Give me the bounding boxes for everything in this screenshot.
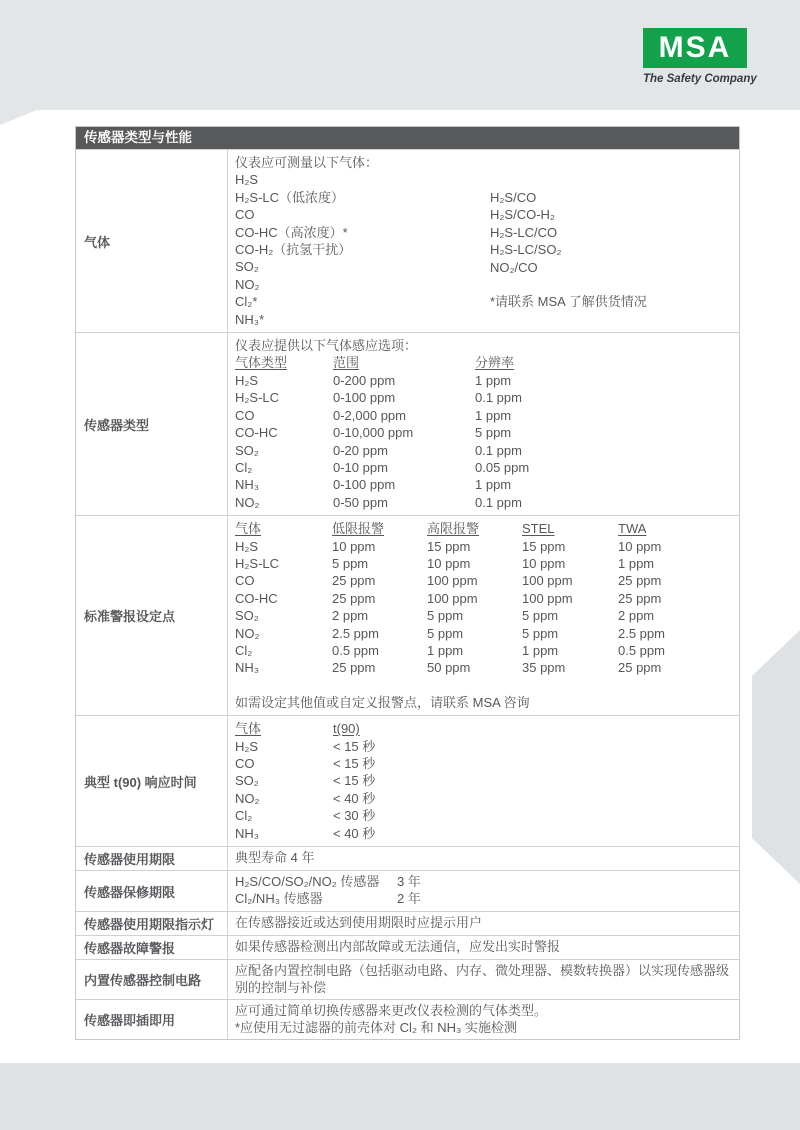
row-label-alarm-setpoints — [76, 516, 228, 715]
row-content-life-indicator — [228, 912, 739, 935]
warranty-years: 3 年 — [397, 874, 421, 890]
alarm-row — [235, 659, 731, 676]
gases-single-list — [235, 171, 731, 328]
gas-name: CO — [235, 756, 255, 771]
stel-value: 10 ppm — [522, 555, 566, 571]
row-content-t90 — [228, 716, 739, 846]
right-edge-chevron-decoration — [752, 630, 800, 884]
gas-combo-item: H₂S-LC/SO₂ — [490, 242, 562, 258]
row-label-text: 传感器使用期限指示灯 — [84, 917, 215, 933]
gas-name: CO-HC — [235, 590, 278, 606]
low-alarm-value: 10 ppm — [332, 538, 376, 554]
gas-item: Cl₂* — [235, 294, 258, 310]
high-alarm-value: 10 ppm — [427, 555, 471, 571]
alarm-row — [235, 572, 731, 589]
low-alarm-value: 25 ppm — [332, 660, 376, 676]
msa-logo-tagline: The Safety Company — [643, 73, 757, 85]
range-value: 0-100 ppm — [333, 477, 396, 493]
row-label-text: 传感器保修期限 — [84, 884, 176, 900]
gas-item: H₂S-LC（低浓度） — [235, 189, 345, 205]
range-value: 0-100 ppm — [333, 390, 396, 406]
high-alarm-value: 100 ppm — [427, 590, 478, 606]
row-label-text: 气体 — [84, 234, 111, 250]
row-label-sensor-types — [76, 333, 228, 515]
low-alarm-value: 5 ppm — [332, 555, 369, 571]
t90-value: < 15 秒 — [333, 738, 376, 754]
twa-value: 0.5 ppm — [618, 642, 665, 658]
gas-name: Cl₂ — [235, 459, 253, 475]
resolution-value: 1 ppm — [475, 372, 512, 388]
gas-item: CO-HC（高浓度）* — [235, 224, 348, 240]
stel-value: 5 ppm — [522, 625, 559, 641]
sensor-type-row — [235, 424, 731, 441]
row-plug-play — [76, 999, 739, 1039]
gas-name: NH₃ — [235, 477, 260, 493]
twa-value: 25 ppm — [618, 573, 662, 589]
t90-header-row — [235, 720, 731, 737]
gas-name: NH₃ — [235, 825, 260, 841]
row-content-plug-play — [228, 1000, 739, 1039]
gas-name: NO₂ — [235, 494, 260, 510]
column-header: 气体类型 — [235, 355, 288, 371]
bottom-gray-band — [0, 1063, 800, 1130]
gas-item: NH₃* — [235, 311, 265, 327]
gas-item: CO-H₂（抗氢干扰） — [235, 242, 352, 258]
range-value: 0-200 ppm — [333, 372, 396, 388]
row-label-text: 传感器即插即用 — [84, 1013, 176, 1029]
gases-intro: 仪表应可测量以下气体： — [235, 155, 379, 170]
life-indicator-text: 在传感器接近或达到使用期限时应提示用户 — [235, 915, 483, 931]
stel-value: 15 ppm — [522, 538, 566, 554]
t90-row — [235, 825, 731, 842]
row-sensor-types — [76, 332, 739, 515]
alarm-row — [235, 625, 731, 642]
high-alarm-value: 15 ppm — [427, 538, 471, 554]
t90-value: < 15 秒 — [333, 773, 376, 789]
gas-combo-item: H₂S-LC/CO — [490, 224, 558, 240]
row-label-control-circuit — [76, 960, 228, 999]
resolution-value: 5 ppm — [475, 425, 512, 441]
stel-value: 35 ppm — [522, 660, 566, 676]
gas-name: H₂S-LC — [235, 555, 280, 571]
warranty-years: 2 年 — [397, 890, 421, 906]
row-service-life — [76, 846, 739, 870]
stel-value: 100 ppm — [522, 590, 573, 606]
column-header: 分辨率 — [475, 355, 515, 371]
high-alarm-value: 100 ppm — [427, 573, 478, 589]
gas-name: CO — [235, 573, 255, 589]
gas-name: NH₃ — [235, 660, 260, 676]
alarm-row — [235, 607, 731, 624]
column-header: 气体 — [235, 721, 262, 737]
row-label-t90 — [76, 716, 228, 846]
column-header: 高限报警 — [427, 521, 480, 537]
plug-play-line: 应可通过简单切换传感器来更改仪表检测的气体类型。 — [235, 1003, 548, 1019]
gas-name: SO₂ — [235, 442, 259, 458]
plug-play-footnote: *应使用无过滤器的前壳体对 Cl₂ 和 NH₃ 实施检测 — [235, 1019, 517, 1035]
gas-name: SO₂ — [235, 608, 259, 624]
gas-name: H₂S — [235, 538, 259, 554]
sensor-type-row — [235, 389, 731, 406]
low-alarm-value: 2 ppm — [332, 608, 369, 624]
high-alarm-value: 5 ppm — [427, 608, 464, 624]
row-t90 — [76, 715, 739, 846]
msa-logo — [643, 28, 755, 85]
row-content-sensor-types — [228, 333, 739, 515]
sensor-type-row — [235, 494, 731, 511]
gas-item: H₂S — [235, 172, 259, 188]
service-life-text: 典型寿命 4 年 — [235, 850, 315, 866]
sensor-group-name: H₂S/CO/SO₂/NO₂ 传感器 — [235, 874, 380, 890]
low-alarm-value: 25 ppm — [332, 590, 376, 606]
row-label-text: 标准警报设定点 — [84, 609, 176, 625]
gas-name: NO₂ — [235, 625, 260, 641]
warranty-line — [235, 874, 731, 891]
gases-availability-note: *请联系 MSA 了解供货情况 — [490, 294, 647, 310]
warranty-line — [235, 891, 731, 908]
resolution-value: 0.1 ppm — [475, 442, 522, 458]
row-label-gases — [76, 150, 228, 332]
gas-combo-item: H₂S/CO — [490, 190, 537, 205]
stel-value: 1 ppm — [522, 642, 559, 658]
t90-row — [235, 755, 731, 772]
resolution-value: 0.1 ppm — [475, 494, 522, 510]
resolution-value: 0.1 ppm — [475, 390, 522, 406]
row-label-text: 传感器使用期限 — [84, 852, 176, 868]
t90-value: < 40 秒 — [333, 825, 376, 841]
alarm-row — [235, 555, 731, 572]
t90-value: < 15 秒 — [333, 756, 376, 771]
gas-name: H₂S — [235, 738, 259, 754]
row-life-indicator — [76, 911, 739, 935]
resolution-value: 1 ppm — [475, 477, 512, 493]
twa-value: 2 ppm — [618, 608, 655, 624]
twa-value: 25 ppm — [618, 590, 662, 606]
row-label-text: 传感器类型 — [84, 417, 150, 433]
twa-value: 10 ppm — [618, 538, 662, 554]
sensor-type-row — [235, 407, 731, 424]
t90-rows — [235, 738, 731, 842]
column-header: TWA — [618, 521, 647, 537]
alarm-row — [235, 642, 731, 659]
row-label-warranty — [76, 871, 228, 911]
gases-combo-column — [490, 189, 647, 310]
row-label-fault-alarm — [76, 936, 228, 959]
sensor-types-intro: 仪表应提供以下气体感应选项： — [235, 338, 418, 354]
column-header: 范围 — [333, 355, 360, 371]
alarm-header-row — [235, 520, 731, 537]
fault-alarm-text: 如果传感器检测出内部故障或无法通信，应发出实时警报 — [235, 939, 561, 955]
row-label-plug-play — [76, 1000, 228, 1039]
row-content-warranty — [228, 871, 739, 911]
row-alarm-setpoints — [76, 515, 739, 715]
gas-name: CO-HC — [235, 425, 278, 441]
stel-value: 5 ppm — [522, 608, 559, 624]
low-alarm-value: 25 ppm — [332, 573, 376, 589]
column-header: 气体 — [235, 521, 262, 537]
row-control-circuit — [76, 959, 739, 999]
row-content-fault-alarm — [228, 936, 739, 959]
high-alarm-value: 5 ppm — [427, 625, 464, 641]
range-value: 0-50 ppm — [333, 494, 388, 510]
gas-name: SO₂ — [235, 773, 259, 789]
warranty-lines — [235, 874, 731, 907]
low-alarm-value: 2.5 ppm — [332, 625, 379, 641]
spec-table — [75, 126, 740, 1040]
sensor-type-row — [235, 442, 731, 459]
gas-name: H₂S — [235, 372, 259, 388]
column-header: t(90) — [333, 721, 360, 737]
gas-name: CO — [235, 407, 255, 423]
twa-value: 1 ppm — [618, 555, 655, 571]
t90-value: < 30 秒 — [333, 808, 376, 824]
column-header: 低限报警 — [332, 521, 385, 537]
gas-combo-item: NO₂/CO — [490, 259, 538, 275]
resolution-value: 1 ppm — [475, 407, 512, 423]
sensor-types-header-row — [235, 354, 731, 371]
row-content-gases — [228, 150, 739, 332]
row-fault-alarm — [76, 935, 739, 959]
t90-row — [235, 807, 731, 824]
sensor-type-row — [235, 372, 731, 389]
row-content-service-life — [228, 847, 739, 870]
twa-value: 25 ppm — [618, 660, 662, 676]
table-title-bar: 传感器类型与性能 — [76, 127, 739, 149]
sensor-type-row — [235, 476, 731, 493]
gas-name: Cl₂ — [235, 642, 253, 658]
gas-item: SO₂ — [235, 259, 259, 275]
stel-value: 100 ppm — [522, 573, 573, 589]
gas-combo-item: H₂S/CO-H₂ — [490, 207, 555, 223]
t90-value: < 40 秒 — [333, 790, 376, 806]
t90-row — [235, 790, 731, 807]
sensor-types-rows — [235, 372, 731, 511]
row-label-text: 内置传感器控制电路 — [84, 973, 202, 989]
gas-name: H₂S-LC — [235, 390, 280, 406]
sensor-group-name: Cl₂/NH₃ 传感器 — [235, 890, 323, 906]
column-header: STEL — [522, 521, 555, 537]
sensor-type-row — [235, 459, 731, 476]
t90-row — [235, 772, 731, 789]
range-value: 0-20 ppm — [333, 442, 388, 458]
alarm-row — [235, 538, 731, 555]
row-content-alarm-setpoints — [228, 516, 739, 715]
gas-name: Cl₂ — [235, 808, 253, 824]
alarm-rows — [235, 538, 731, 677]
row-gases — [76, 149, 739, 332]
control-circuit-text: 应配备内置控制电路（包括驱动电路、内存、微处理器、模数转换器）以实现传感器级别的控制与补偿 — [235, 963, 730, 995]
gases-combo-list — [490, 189, 647, 276]
alarm-custom-note: 如需设定其他值或自定义报警点，请联系 MSA 咨询 — [235, 694, 530, 710]
alarm-row — [235, 590, 731, 607]
high-alarm-value: 50 ppm — [427, 660, 471, 676]
gas-item: CO — [235, 207, 255, 223]
range-value: 0-10 ppm — [333, 459, 388, 475]
row-warranty — [76, 870, 739, 911]
gas-item: NO₂ — [235, 276, 260, 292]
row-label-text: 典型 t(90) 响应时间 — [84, 774, 197, 790]
row-label-life-indicator — [76, 912, 228, 935]
gas-name: NO₂ — [235, 790, 260, 806]
t90-row — [235, 738, 731, 755]
range-value: 0-2,000 ppm — [333, 407, 406, 423]
twa-value: 2.5 ppm — [618, 625, 665, 641]
high-alarm-value: 1 ppm — [427, 642, 464, 658]
row-label-text: 传感器故障警报 — [84, 941, 176, 957]
row-content-control-circuit — [228, 960, 739, 999]
range-value: 0-10,000 ppm — [333, 425, 414, 441]
msa-logo-box: MSA — [643, 28, 747, 68]
resolution-value: 0.05 ppm — [475, 459, 530, 475]
row-label-service-life — [76, 847, 228, 870]
low-alarm-value: 0.5 ppm — [332, 642, 379, 658]
